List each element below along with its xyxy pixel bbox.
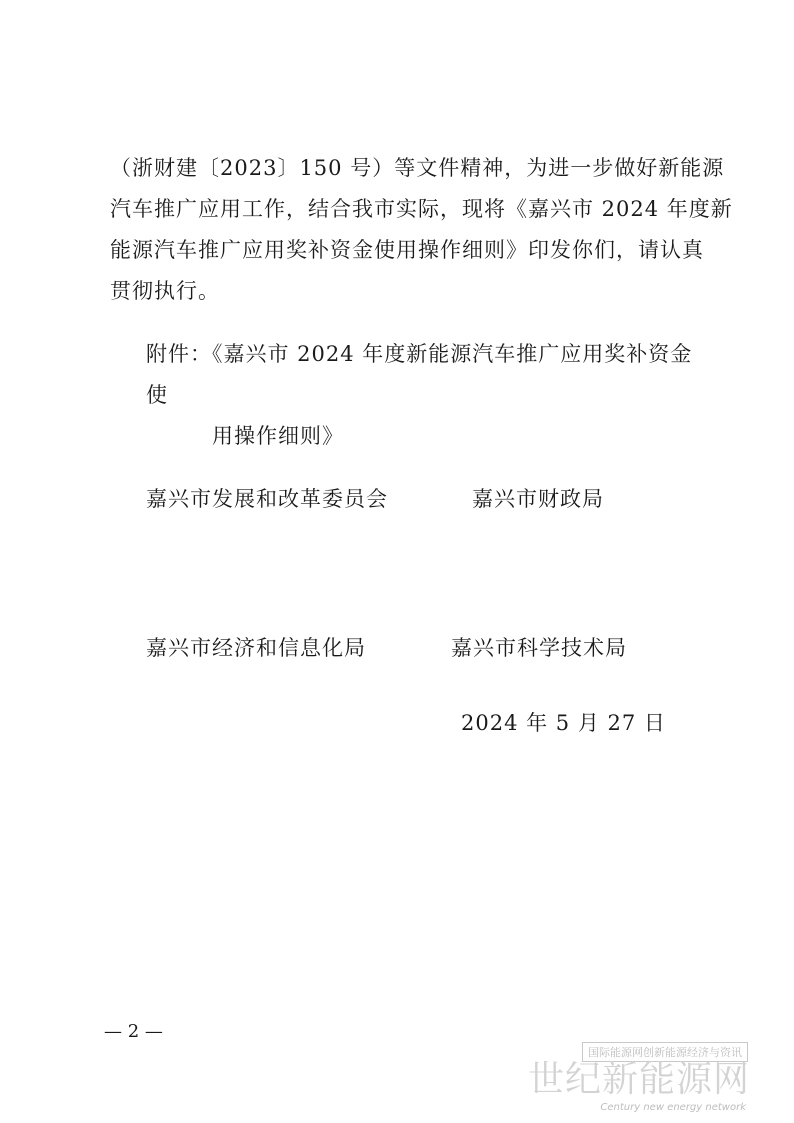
signature-org: 嘉兴市经济和信息化局 <box>146 636 366 660</box>
watermark-subtitle: Century new energy network <box>600 1102 746 1113</box>
attachment-line: 附件：《嘉兴市 2024 年度新能源汽车推广应用奖补资金使 <box>146 342 693 407</box>
watermark-title: 世纪新能源网 <box>527 1059 750 1100</box>
watermark-slogan: 国际能源网创新能源经济与资讯 <box>582 1042 748 1062</box>
body-line: （浙财建〔2023〕150 号）等文件精神，为进一步做好新能源 <box>110 156 725 180</box>
page-number: — 2 — <box>104 1021 163 1042</box>
body-line: 贯彻执行。 <box>110 279 220 303</box>
body-line: 汽车推广应用工作，结合我市实际，现将《嘉兴市 2024 年度新 <box>110 197 733 221</box>
body-paragraph <box>110 148 733 312</box>
signature-org: 嘉兴市财政局 <box>472 487 604 511</box>
body-line: 能源汽车推广应用奖补资金使用操作细则》印发你们，请认真 <box>110 238 704 262</box>
attachment-note <box>146 334 706 457</box>
signature-org: 嘉兴市发展和改革委员会 <box>146 487 388 511</box>
attachment-line: 用操作细则》 <box>212 424 344 448</box>
signature-org: 嘉兴市科学技术局 <box>451 636 627 660</box>
issue-date: 2024 年 5 月 27 日 <box>461 711 666 735</box>
watermark-logo <box>527 1040 760 1115</box>
